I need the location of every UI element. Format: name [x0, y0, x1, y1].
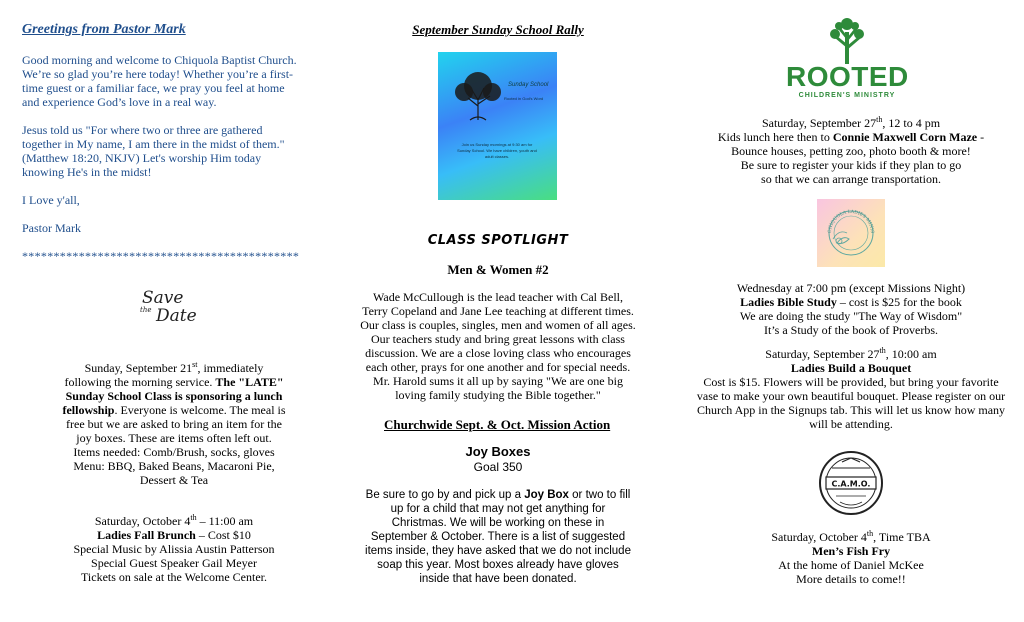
column-sunday-school	[356, 0, 640, 622]
joy-boxes-text: Be sure to go by and pick up a Joy Box or two to fill up for a child that may not get anything for Christmas. We will be working on these in September & October. There is a list of suggested items inside, they have asked that we do not include soap this year. Most boxes already have gloves inside that have been donated.	[365, 489, 631, 585]
flyer-body: Join us Sunday mornings at 9:30 am for Sunday School. We have children, youth and adult classes.	[457, 142, 537, 159]
rally-title: September Sunday School Rally	[412, 22, 584, 37]
flyer-title: Sunday School	[508, 82, 549, 88]
divider: ********************************************	[22, 249, 300, 263]
class-description: Wade McCullough is the lead teacher with Cal Bell, Terry Copeland and Jane Lee teaching at different times. Our class is couples, singles, men and women of all ages. Our teachers study and bring great lessons with class discussion. We are a close loving class who encourages each other, prays for one another and for special needs. Mr. Harold sums it all up by saying "We are one big loving family studying the Bible together."	[360, 290, 636, 402]
ladies-ministry-logo	[817, 199, 885, 267]
svg-text:the: the	[140, 306, 152, 314]
brunch-announcement: Saturday, October 4th – 11:00 am Ladies Fall Brunch – Cost $10 Special Music by Alissia Austin Patterson Special Guest Speaker Gail Meyer Tickets on sale at the Welcome Center.	[73, 513, 275, 584]
bible-study: Wednesday at 7:00 pm (except Missions Night) Ladies Bible Study – cost is $25 for the book We are doing the study "The Way of Wisdom" It’s a Study of the book of Proverbs.	[736, 281, 966, 337]
lunch-announcement: Sunday, September 21st, immediately following the morning service. The "LATE" Sunday School Class is sponsoring a lunch fellowship. Everyone is welcome. The meal is free but we are asked to bring an item for the joy boxes. These are items often left out. Items needed: Comb/Brush, socks, gloves Menu: BBQ, Baked Beans, Macaroni Pie, Dessert & Tea	[62, 360, 286, 487]
joy-boxes-title: Joy Boxes	[465, 444, 531, 459]
svg-text:C.A.M.O.: C.A.M.O.	[831, 479, 871, 489]
save-the-date-logo	[138, 285, 204, 327]
column-pastor	[22, 0, 302, 622]
camo-logo	[818, 450, 884, 516]
rooted-logo	[786, 18, 908, 102]
spotlight-title: CLASS SPOTLIGHT	[427, 233, 569, 248]
svg-text:Save: Save	[142, 288, 184, 308]
love-line: I Love y'all,	[22, 193, 80, 207]
mission-title: Churchwide Sept. & Oct. Mission Action	[384, 417, 611, 432]
sunday-school-flyer	[438, 52, 557, 200]
rooted-logo-subtitle: CHILDREN'S MINISTRY	[798, 92, 896, 99]
column-ministries	[690, 0, 1012, 622]
mens-fish-fry: Saturday, October 4th, Time TBA Men’s Fish Fry At the home of Daniel McKee More details to come!!	[771, 529, 931, 586]
rooted-event: Saturday, September 27th, 12 to 4 pm Kids lunch here then to Connie Maxwell Corn Maze - Bounce houses, petting zoo, photo booth & more! Be sure to register your kids if they plan to go so that we can arrange transportation.	[717, 115, 985, 186]
joy-boxes-goal: Goal 350	[473, 460, 523, 474]
welcome-paragraph: Good morning and welcome to Chiquola Baptist Church. We’re so glad you’re here today! Whether you’re a first-time guest or a familiar face, we pray you feel at home and experience God’s love in a real way.	[22, 53, 297, 109]
class-name: Men & Women #2	[447, 262, 549, 277]
build-a-bouquet: Saturday, September 27th, 10:00 am Ladies Build a Bouquet Cost is $15. Flowers will be provided, but bring your favorite vase to make your own beautiful bouquet. Please register on our Church App in the Signups tab. This will let us know how many will be attending.	[696, 346, 1006, 431]
greeting-title: Greetings from Pastor Mark	[22, 22, 186, 37]
flyer-subtitle: Rooted in God's Word	[504, 96, 544, 101]
rooted-logo-text: ROOTED	[786, 61, 909, 92]
signature: Pastor Mark	[22, 221, 81, 235]
svg-text:CHIQUOLA LADIES MINISTRY: CHIQUOLA LADIES MINIS	[827, 209, 875, 234]
verse-paragraph: Jesus told us "For where two or three are gathered together in My name, I am there in the midst of them." (Matthew 18:20, NKJV) Let's worship Him today knowing He's in the midst!	[22, 123, 285, 179]
svg-text:Date: Date	[156, 306, 197, 326]
tree-icon	[448, 70, 508, 122]
rooted-tree-icon	[826, 18, 868, 64]
